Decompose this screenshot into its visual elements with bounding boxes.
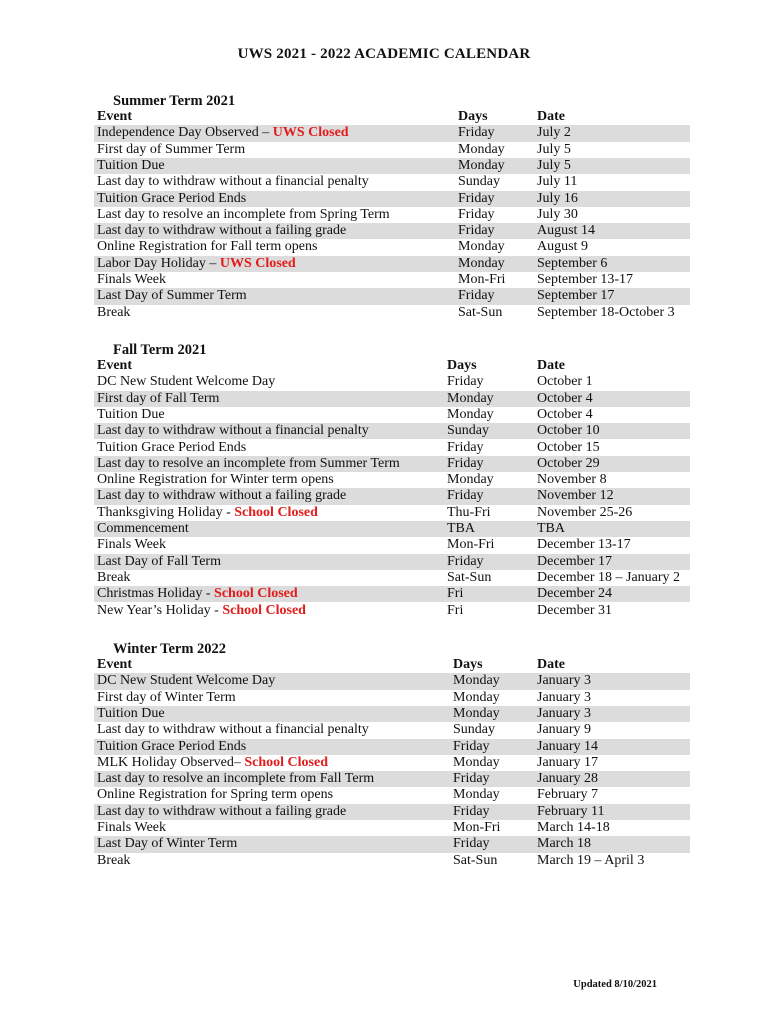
date-cell: February 11 — [537, 803, 605, 819]
event-cell — [97, 423, 369, 439]
days-cell: Monday — [458, 239, 505, 255]
event-cell — [97, 374, 275, 390]
event-text: First day of Summer Term — [97, 141, 246, 157]
days-cell: Sunday — [458, 174, 500, 190]
days-cell: Monday — [453, 689, 500, 705]
days-cell: Mon-Fri — [447, 537, 495, 553]
event-cell — [97, 391, 219, 407]
event-cell — [97, 288, 247, 304]
table-header — [94, 657, 690, 673]
event-text: Tuition Due — [97, 705, 165, 721]
table-row — [94, 142, 690, 158]
date-cell: October 4 — [537, 406, 593, 422]
event-text: Finals Week — [97, 537, 166, 553]
days-cell: Monday — [458, 157, 505, 173]
event-column-header: Event — [97, 657, 132, 672]
table-header — [94, 358, 690, 374]
page-title: UWS 2021 - 2022 ACADEMIC CALENDAR — [237, 46, 531, 62]
closed-notice: UWS Closed — [272, 125, 349, 141]
table-row — [94, 554, 690, 570]
days-cell: Monday — [453, 705, 500, 721]
date-cell: October 4 — [537, 390, 593, 406]
date-cell: March 14-18 — [537, 820, 610, 835]
event-text: Online Registration for Fall term opens — [97, 239, 318, 255]
table-row — [94, 125, 690, 141]
event-text: Finals Week — [97, 820, 166, 835]
event-text: Tuition Due — [97, 406, 165, 422]
table-row — [94, 804, 690, 820]
days-cell: Monday — [458, 255, 505, 271]
table-header — [94, 109, 690, 125]
days-cell: Monday — [447, 406, 494, 422]
days-column-header: Days — [447, 358, 477, 373]
event-text: Tuition Grace Period Ends — [97, 190, 247, 206]
date-cell: September 13-17 — [537, 272, 634, 287]
event-cell — [97, 521, 189, 537]
table-row — [94, 288, 690, 304]
event-text: First day of Winter Term — [97, 689, 236, 705]
date-cell: October 1 — [537, 374, 593, 390]
table-row — [94, 174, 690, 190]
date-cell: January 17 — [537, 754, 599, 770]
event-cell — [97, 804, 346, 820]
event-cell — [97, 440, 246, 456]
event-cell — [97, 554, 221, 570]
event-text: Labor Day Holiday – — [97, 255, 220, 271]
table-row — [94, 836, 690, 852]
days-cell: Mon-Fri — [453, 820, 501, 835]
table-row — [94, 305, 690, 321]
table-row — [94, 570, 690, 586]
days-cell: Sunday — [453, 722, 495, 738]
days-cell: Friday — [458, 223, 495, 239]
date-cell: January 3 — [537, 689, 592, 705]
days-cell: Friday — [447, 439, 484, 455]
date-cell: September 17 — [537, 288, 615, 304]
event-cell — [97, 586, 298, 602]
date-cell: February 7 — [537, 787, 599, 803]
event-text: Commencement — [97, 521, 189, 536]
date-cell: July 5 — [537, 157, 571, 173]
event-text: Last day to withdraw without a failing grade — [97, 223, 347, 239]
date-cell: September 6 — [537, 255, 608, 271]
event-cell — [97, 125, 349, 141]
event-column-header: Event — [97, 358, 132, 373]
event-text: Last Day of Fall Term — [97, 553, 221, 569]
date-cell: January 9 — [537, 722, 592, 738]
days-cell: Sat-Sun — [447, 569, 492, 585]
event-text: Last day to resolve an incomplete from Summer Term — [97, 455, 400, 471]
date-cell: January 28 — [537, 771, 599, 787]
event-text: Break — [97, 304, 131, 320]
event-text: Last day to withdraw without a financial penalty — [97, 423, 369, 439]
closed-notice: UWS Closed — [219, 255, 296, 271]
event-text: Last Day of Summer Term — [97, 288, 247, 304]
days-cell: Sat-Sun — [453, 852, 498, 868]
days-cell: Friday — [453, 738, 490, 754]
table-row — [94, 374, 690, 390]
event-cell — [97, 739, 246, 755]
date-column-header: Date — [537, 657, 565, 672]
event-text: Last Day of Winter Term — [97, 836, 238, 852]
date-cell: November 25-26 — [537, 504, 633, 520]
event-text: Last day to withdraw without a failing grade — [97, 488, 347, 504]
event-cell — [97, 853, 130, 869]
event-text: Last day to resolve an incomplete from Spring Term — [97, 206, 390, 222]
table-row — [94, 739, 690, 755]
table-row — [94, 191, 690, 207]
table-row — [94, 771, 690, 787]
table-row — [94, 755, 690, 771]
event-cell — [97, 755, 328, 771]
table-row — [94, 787, 690, 803]
days-cell: Sat-Sun — [458, 304, 503, 320]
date-cell: December 18 – January 2 — [537, 569, 681, 585]
date-cell: December 31 — [537, 602, 613, 618]
updated-date: Updated 8/10/2021 — [573, 979, 657, 990]
term-title: Summer Term 2021 — [113, 93, 236, 109]
event-column-header: Event — [97, 109, 132, 124]
date-cell: November 8 — [537, 472, 607, 488]
date-cell: January 3 — [537, 705, 592, 721]
event-text: Independence Day Observed – — [97, 125, 273, 141]
table-row — [94, 158, 690, 174]
table-row — [94, 472, 690, 488]
table-row — [94, 820, 690, 836]
event-cell — [97, 488, 346, 504]
event-text: First day of Fall Term — [97, 390, 220, 406]
table-row — [94, 853, 690, 869]
date-cell: August 9 — [537, 239, 588, 255]
days-cell: Fri — [447, 586, 464, 602]
table-row — [94, 706, 690, 722]
table-row — [94, 239, 690, 255]
event-text: Thanksgiving Holiday - — [97, 504, 235, 520]
event-cell — [97, 771, 374, 787]
table-row — [94, 673, 690, 689]
closed-notice: School Closed — [234, 504, 318, 520]
event-text: DC New Student Welcome Day — [97, 673, 276, 689]
event-text: Online Registration for Winter term opens — [97, 472, 334, 488]
event-cell — [97, 158, 165, 174]
event-text: Online Registration for Spring term opens — [97, 787, 334, 803]
event-text: Finals Week — [97, 272, 166, 287]
event-cell — [97, 570, 130, 586]
event-cell — [97, 456, 400, 472]
table-row — [94, 272, 690, 288]
days-cell: Friday — [453, 836, 490, 852]
days-cell: Monday — [447, 390, 494, 406]
event-cell — [97, 505, 318, 521]
table-row — [94, 256, 690, 272]
date-cell: October 15 — [537, 439, 600, 455]
date-column-header: Date — [537, 109, 565, 124]
event-cell — [97, 706, 165, 722]
date-cell: December 24 — [537, 586, 613, 602]
event-text: Break — [97, 852, 131, 868]
event-cell — [97, 472, 334, 488]
closed-notice: School Closed — [222, 602, 306, 618]
days-cell: Friday — [458, 288, 495, 304]
days-cell: Friday — [447, 488, 484, 504]
event-cell — [97, 239, 317, 255]
term-title: Winter Term 2022 — [113, 641, 227, 657]
days-cell: Friday — [458, 190, 495, 206]
table-row — [94, 488, 690, 504]
date-cell: March 19 – April 3 — [537, 852, 645, 868]
date-cell: March 18 — [537, 836, 592, 852]
table-row — [94, 505, 690, 521]
date-cell: July 5 — [537, 141, 571, 157]
event-text: Tuition Grace Period Ends — [97, 439, 247, 455]
days-cell: Friday — [447, 455, 484, 471]
days-cell: Thu-Fri — [447, 504, 491, 520]
days-cell: Monday — [453, 673, 500, 689]
event-cell — [97, 836, 237, 852]
table-row — [94, 440, 690, 456]
days-cell: Friday — [453, 771, 490, 787]
days-cell: Sunday — [447, 423, 489, 439]
days-cell: Fri — [447, 602, 464, 618]
event-cell — [97, 537, 166, 553]
date-cell: October 29 — [537, 455, 600, 471]
event-text: Break — [97, 569, 131, 585]
event-cell — [97, 191, 246, 207]
days-cell: Mon-Fri — [458, 272, 506, 287]
event-cell — [97, 603, 306, 619]
date-cell: August 14 — [537, 223, 595, 239]
event-cell — [97, 305, 130, 321]
event-cell — [97, 690, 236, 706]
days-cell: Monday — [453, 787, 500, 803]
event-cell — [97, 256, 296, 272]
table-row — [94, 521, 690, 537]
event-text: Last day to withdraw without a failing grade — [97, 803, 347, 819]
date-cell: December 17 — [537, 553, 613, 569]
days-cell: TBA — [447, 521, 475, 536]
table-row — [94, 456, 690, 472]
table-row — [94, 722, 690, 738]
event-text: Christmas Holiday - — [97, 586, 215, 602]
event-text: Last day to withdraw without a financial penalty — [97, 722, 369, 738]
event-text: Last day to withdraw without a financial penalty — [97, 174, 369, 190]
event-cell — [97, 722, 369, 738]
days-cell: Monday — [447, 472, 494, 488]
event-cell — [97, 673, 275, 689]
date-cell: December 13-17 — [537, 537, 631, 553]
event-text: Tuition Due — [97, 157, 165, 173]
event-cell — [97, 272, 166, 288]
event-cell — [97, 820, 166, 836]
event-text: DC New Student Welcome Day — [97, 374, 276, 390]
date-cell: January 14 — [537, 738, 599, 754]
closed-notice: School Closed — [244, 754, 328, 770]
days-column-header: Days — [453, 657, 483, 672]
table-row — [94, 690, 690, 706]
date-cell: July 2 — [537, 125, 571, 141]
days-cell: Friday — [458, 125, 495, 141]
date-cell: October 10 — [537, 423, 600, 439]
days-cell: Friday — [447, 553, 484, 569]
table-row — [94, 407, 690, 423]
date-column-header: Date — [537, 358, 565, 373]
event-cell — [97, 407, 165, 423]
days-column-header: Days — [458, 109, 488, 124]
days-cell: Friday — [447, 374, 484, 390]
days-cell: Friday — [458, 206, 495, 222]
days-cell: Monday — [458, 141, 505, 157]
table-row — [94, 586, 690, 602]
event-cell — [97, 223, 346, 239]
date-cell: TBA — [537, 521, 565, 536]
event-text: New Year’s Holiday - — [97, 602, 223, 618]
date-cell: July 11 — [537, 174, 578, 190]
table-row — [94, 391, 690, 407]
table-row — [94, 223, 690, 239]
date-cell: July 16 — [537, 190, 578, 206]
event-text: MLK Holiday Observed– — [97, 754, 245, 770]
date-cell: November 12 — [537, 488, 614, 504]
event-text: Tuition Grace Period Ends — [97, 738, 247, 754]
date-cell: January 3 — [537, 673, 592, 689]
days-cell: Friday — [453, 803, 490, 819]
event-cell — [97, 174, 369, 190]
table-row — [94, 603, 690, 619]
event-cell — [97, 787, 333, 803]
event-cell — [97, 207, 390, 223]
table-row — [94, 423, 690, 439]
table-row — [94, 537, 690, 553]
table-row — [94, 207, 690, 223]
date-cell: July 30 — [537, 206, 578, 222]
closed-notice: School Closed — [214, 586, 298, 602]
term-title: Fall Term 2021 — [113, 342, 207, 358]
date-cell: September 18-October 3 — [537, 304, 675, 320]
event-cell — [97, 142, 245, 158]
event-text: Last day to resolve an incomplete from Fall Term — [97, 771, 375, 787]
days-cell: Monday — [453, 754, 500, 770]
